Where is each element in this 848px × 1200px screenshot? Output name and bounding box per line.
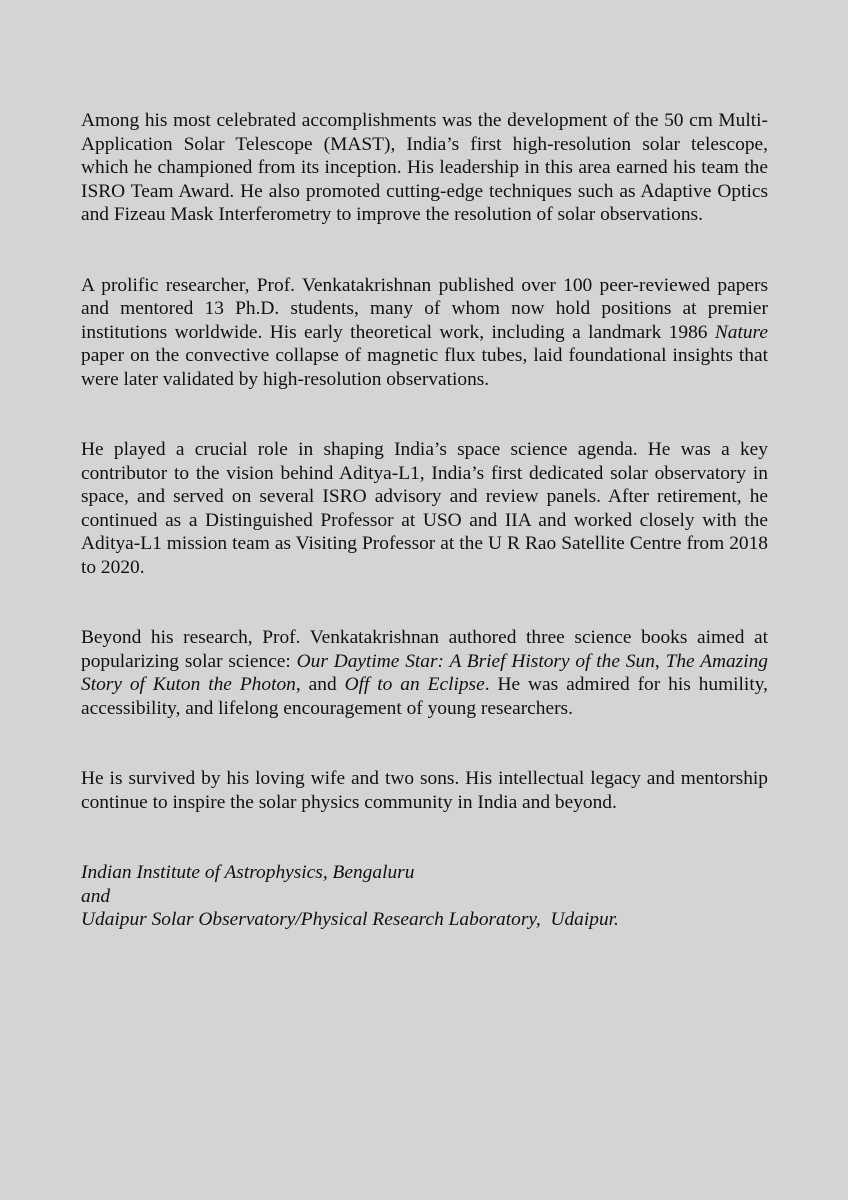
affiliation-block xyxy=(81,861,768,932)
affiliation-uso-prl: Udaipur Solar Observatory/Physical Research Laboratory, Udaipur. xyxy=(81,909,619,930)
paragraph-research-output xyxy=(81,274,768,392)
text-run: . He was admired for his humility, accessibility, and lifelong encouragement of young researchers. xyxy=(81,674,768,719)
journal-title-nature: Nature xyxy=(714,321,768,343)
text-run: A prolific researcher, Prof. Venkatakrishnan published over 100 peer-reviewed papers and mentored 13 Ph.D. students, many of whom now hold positions at premier institutions worldwide. His early theoretical work, including a landmark 1986 xyxy=(81,274,768,343)
text-run: paper on the convective collapse of magnetic flux tubes, laid foundational insights that were later validated by high-resolution observations. xyxy=(81,345,768,390)
text-run: , and xyxy=(295,674,345,695)
text-run: , xyxy=(654,650,666,672)
paragraph-science-books xyxy=(81,626,768,720)
paragraph-family-legacy xyxy=(81,767,768,814)
paragraph-mast-telescope xyxy=(81,109,768,227)
paragraph-space-science-agenda xyxy=(81,438,768,579)
book-title-off-to-an-eclipse: Off to an Eclipse xyxy=(344,674,485,695)
book-title-daytime-star: Our Daytime Star: A Brief History of the Sun xyxy=(296,650,655,672)
affiliation-iia: Indian Institute of Astrophysics, Bengaluru xyxy=(81,862,415,883)
text-run: Beyond his research, Prof. Venkatakrishnan authored three science books aimed at popularizing solar science: xyxy=(81,627,768,672)
affiliation-and: and xyxy=(81,885,111,907)
text-run: Among his most celebrated accomplishments was the development of the 50 cm Multi-Application Solar Telescope (MAST), India’s first high-resolution solar telescope, which he championed from its inception. His leadership in this area earned his team the ISRO Team Award. He also promoted cutting-edge techniques such as Adaptive Optics and Fizeau Mask Interferometry to improve the resolution of solar observations. xyxy=(81,110,768,225)
text-run: He played a crucial role in shaping India’s space science agenda. He was a key contributor to the vision behind Aditya-L1, India’s first dedicated solar observatory in space, and served on several ISRO advisory and review panels. After retirement, he continued as a Distinguished Professor at USO and IIA and worked closely with the Aditya-L1 mission team as Visiting Professor at the U R Rao Satellite Centre from 2018 to 2020. xyxy=(81,439,768,578)
book-title-kuton-the-photon: The Amazing Story of Kuton the Photon xyxy=(81,650,769,695)
text-run: He is survived by his loving wife and two sons. His intellectual legacy and mentorship continue to inspire the solar physics community in India and beyond. xyxy=(81,768,768,813)
